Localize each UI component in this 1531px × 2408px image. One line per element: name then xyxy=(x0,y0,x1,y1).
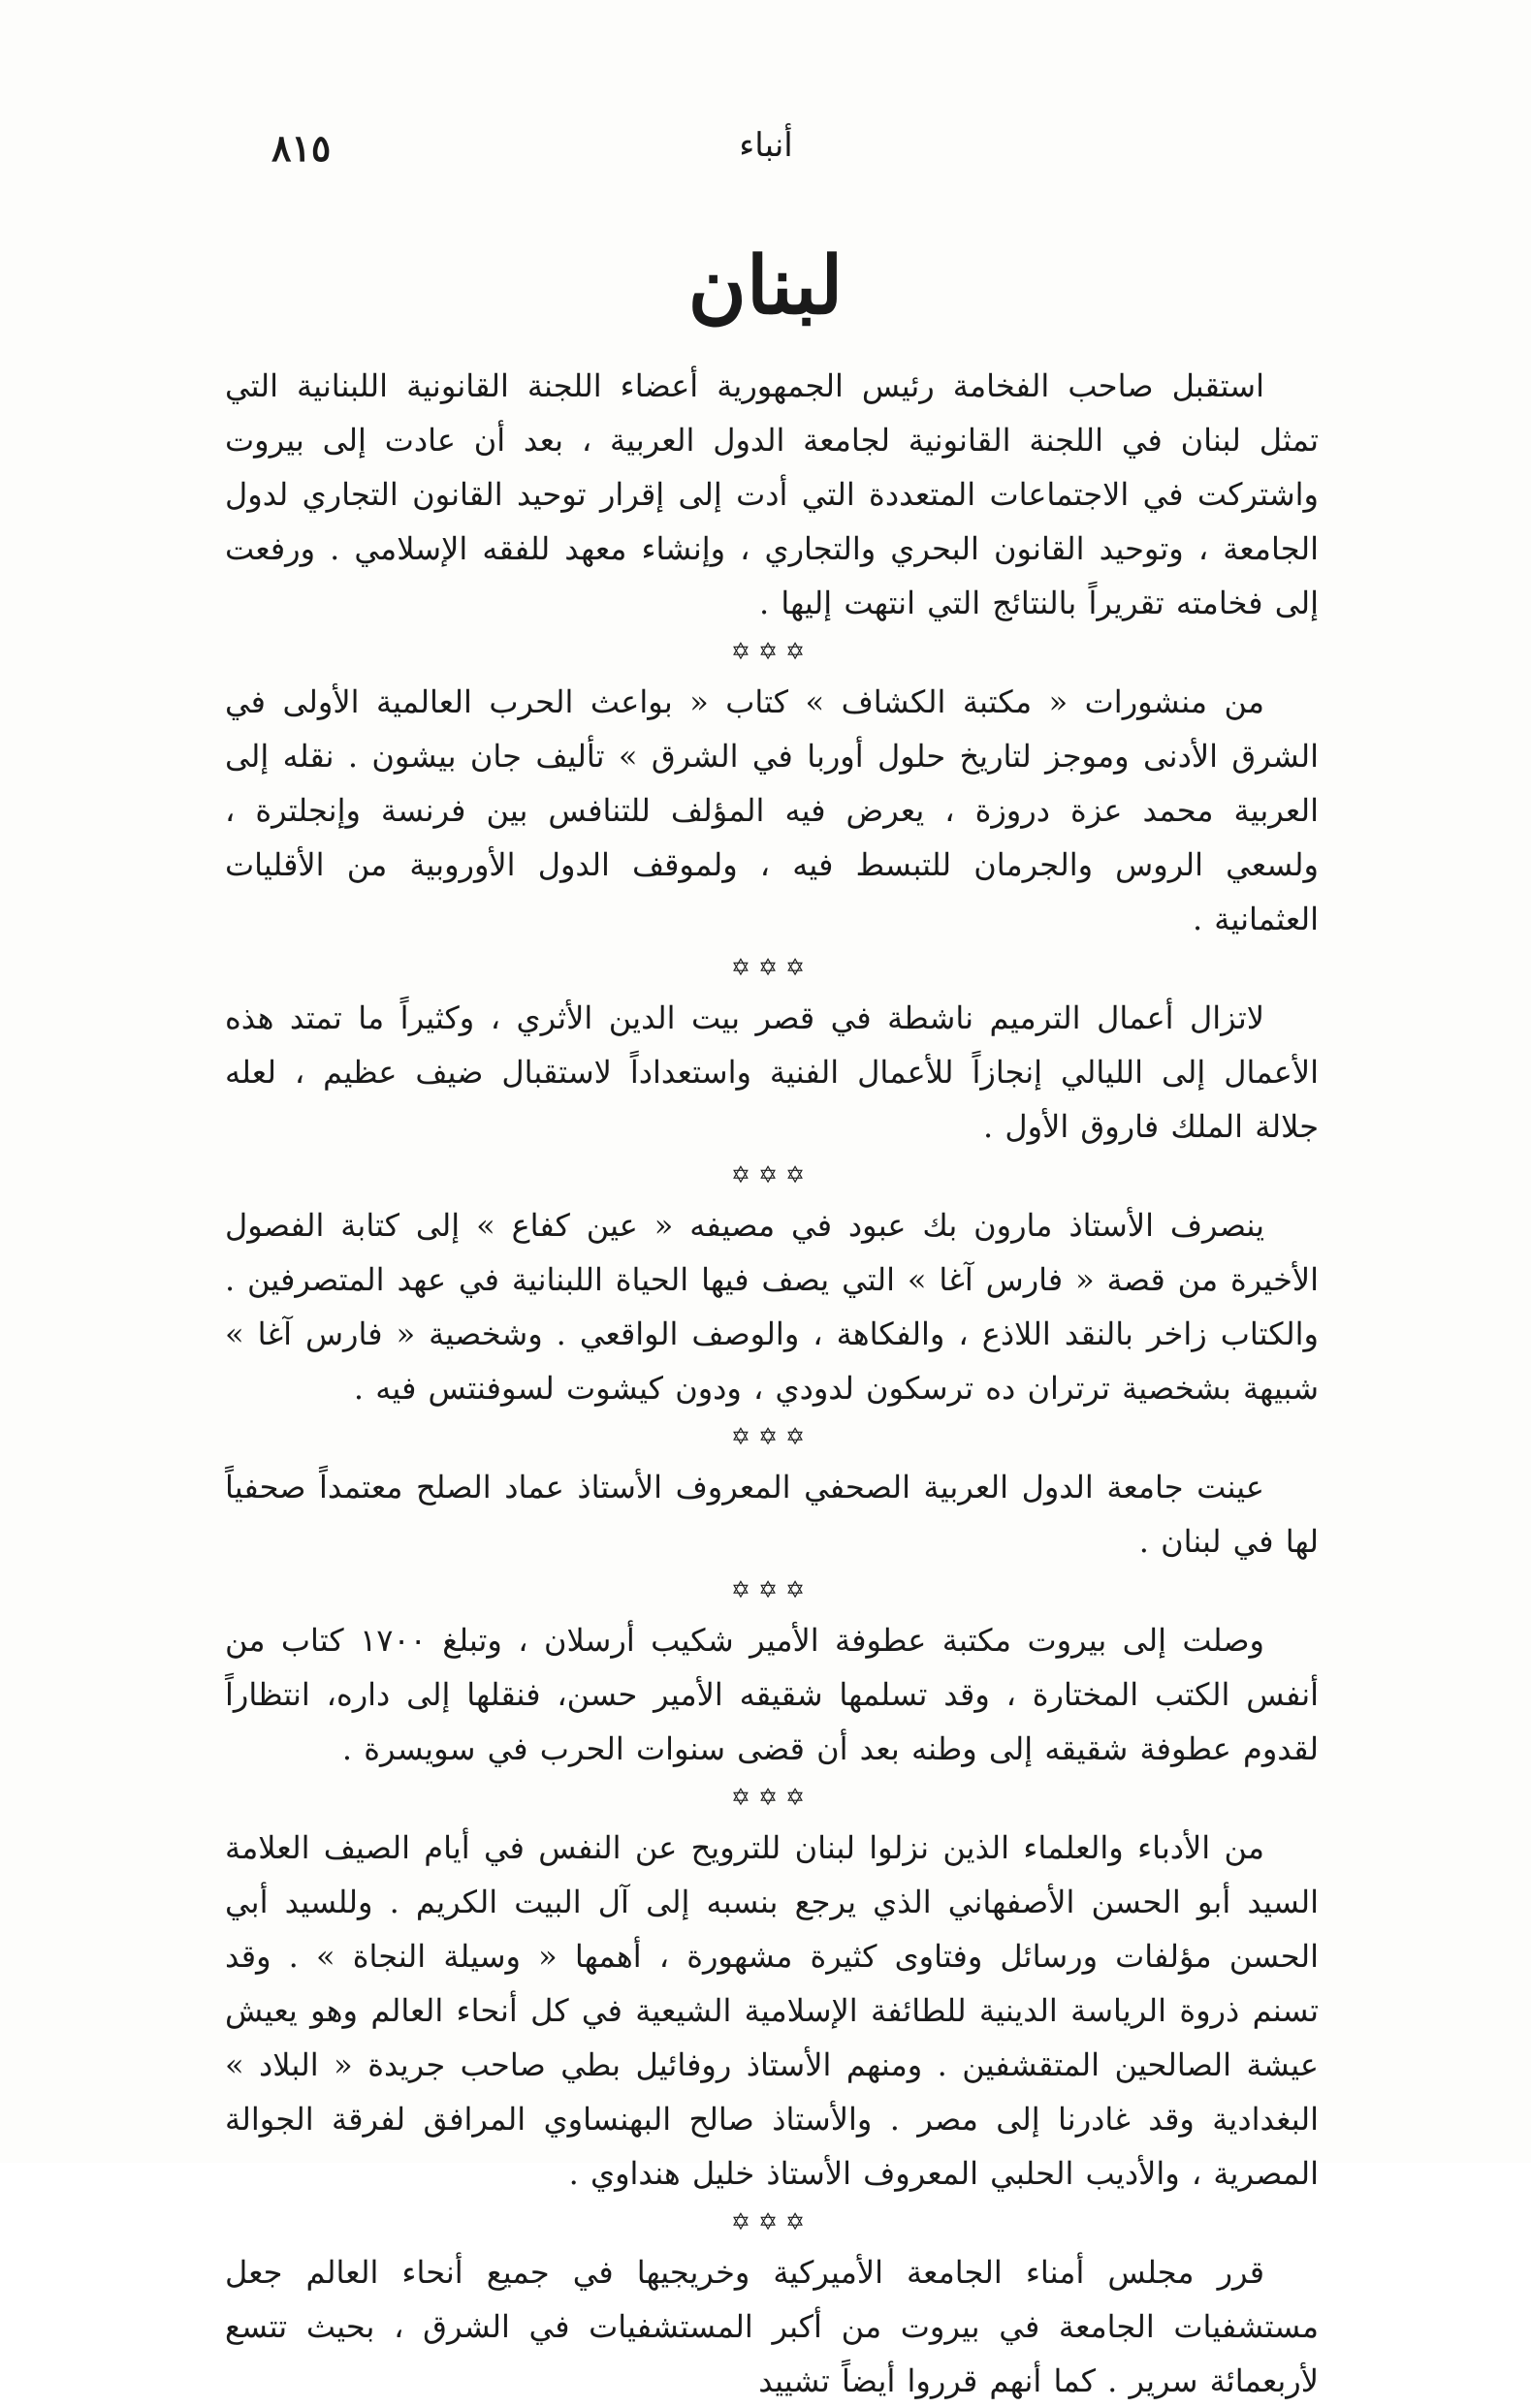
star-separator: ✡✡✡ xyxy=(730,1161,813,1188)
news-item-arslan-library: وصلت إلى بيروت مكتبة عطوفة الأمير شكيب أرسلان ، وتبلغ ١٧٠٠ كتاب من أنفس الكتب المختارة ، وقد تسلمها شقيقه الأمير حسن، فنقلها إلى داره، انتظاراً لقدوم عطوفة شقيقه إلى وطنه بعد أن قضى سنوات الحرب في سويسرة . xyxy=(225,1622,1319,1767)
star-separator: ✡✡✡ xyxy=(730,1423,813,1450)
star-separator: ✡✡✡ xyxy=(730,1576,813,1603)
star-separator: ✡✡✡ xyxy=(730,1784,813,1811)
news-item-kashaf-book: من منشورات « مكتبة الكشاف » كتاب « بواعث الحرب العالمية الأولى في الشرق الأدنى وموجز لتاريخ حلول أوربا في الشرق » تأليف جان بيشون . نقله إلى العربية محمد عزة دروزة ، يعرض فيه المؤلف للتنافس بين فرنسة وإنجلترة ، ولسعي الروس والجرمان للتبسط فيه ، ولموقف الدول الأوروبية من الأقليات العثمانية . xyxy=(225,683,1319,937)
running-head xyxy=(0,126,1531,174)
star-separator: ✡✡✡ xyxy=(730,2208,813,2235)
news-item-legal-committee: استقبل صاحب الفخامة رئيس الجمهورية أعضاء اللجنة القانونية اللبنانية التي تمثل لبنان في اللجنة القانونية لجامعة الدول العربية ، بعد أن عادت إلى بيروت واشتركت في الاجتماعات المتعددة التي أدت إلى إقرار توحيد القانون التجاري لدول الجامعة ، وتوحيد القانون البحري والتجاري ، وإنشاء معهد للفقه الإسلامي . ورفعت إلى فخامته تقريراً بالنتائج التي انتهت إليها . xyxy=(225,367,1320,621)
news-item-beiteddine-restoration: لاتزال أعمال الترميم ناشطة في قصر بيت الدين الأثري ، وكثيراً ما تمتد هذه الأعمال إلى الليالي إنجازاً للأعمال الفنية واستعداداً لاستقبال ضيف عظيم ، لعله جلالة الملك فاروق الأول . xyxy=(225,999,1319,1145)
page-number: ٨١٥ xyxy=(271,126,332,170)
news-item-maroun-abboud: ينصرف الأستاذ مارون بك عبود في مصيفه « عين كفاع » إلى كتابة الفصول الأخيرة من قصة « فارس آغا » التي يصف فيها الحياة اللبنانية في عهد المتصرفين . والكتاب زاخر بالنقد اللاذع ، والفكاهة ، والوصف الواقعي . وشخصية « فارس آغا » شبيهة بشخصية ترتران ده ترسكون لدودي ، ودون كيشوت لسوفنتس فيه . xyxy=(225,1207,1320,1407)
section-title: لبنان xyxy=(687,239,844,333)
news-column xyxy=(225,359,1319,2408)
news-item-aub-hospitals: قرر مجلس أمناء الجامعة الأميركية وخريجيها في جميع أنحاء العالم جعل مستشفيات الجامعة في بيروت من أكبر المستشفيات في الشرق ، بحيث تتسع لأربعمائة سرير . كما أنهم قرروا أيضاً تشييد xyxy=(225,2254,1319,2399)
star-separator: ✡✡✡ xyxy=(730,638,813,665)
news-item-summer-visitors: من الأدباء والعلماء الذين نزلوا لبنان للترويح عن النفس في أيام الصيف العلامة السيد أبو الحسن الأصفهاني الذي يرجع بنسبه إلى آل البيت الكريم . وللسيد أبي الحسن مؤلفات ورسائل وفتاوى كثيرة مشهورة ، أهمها « وسيلة النجاة » . وقد تسنم ذروة الرياسة الدينية للطائفة الإسلامية الشيعية في كل أنحاء العالم وهو يعيش عيشة الصالحين المتقشفين . ومنهم الأستاذ روفائيل بطي صاحب جريدة « البلاد » البغدادية وقد غادرنا إلى مصر . والأستاذ صالح البهنساوي المرافق لفرقة الجوالة المصرية ، والأديب الحلبي المعروف الأستاذ خليل هنداوي . xyxy=(225,1829,1319,2192)
running-title: أنباء xyxy=(739,126,793,165)
star-separator: ✡✡✡ xyxy=(730,954,813,981)
news-item-press-appointment: عينت جامعة الدول العربية الصحفي المعروف الأستاذ عماد الصلح معتمداً صحفياً لها في لبنان . xyxy=(225,1469,1319,1560)
